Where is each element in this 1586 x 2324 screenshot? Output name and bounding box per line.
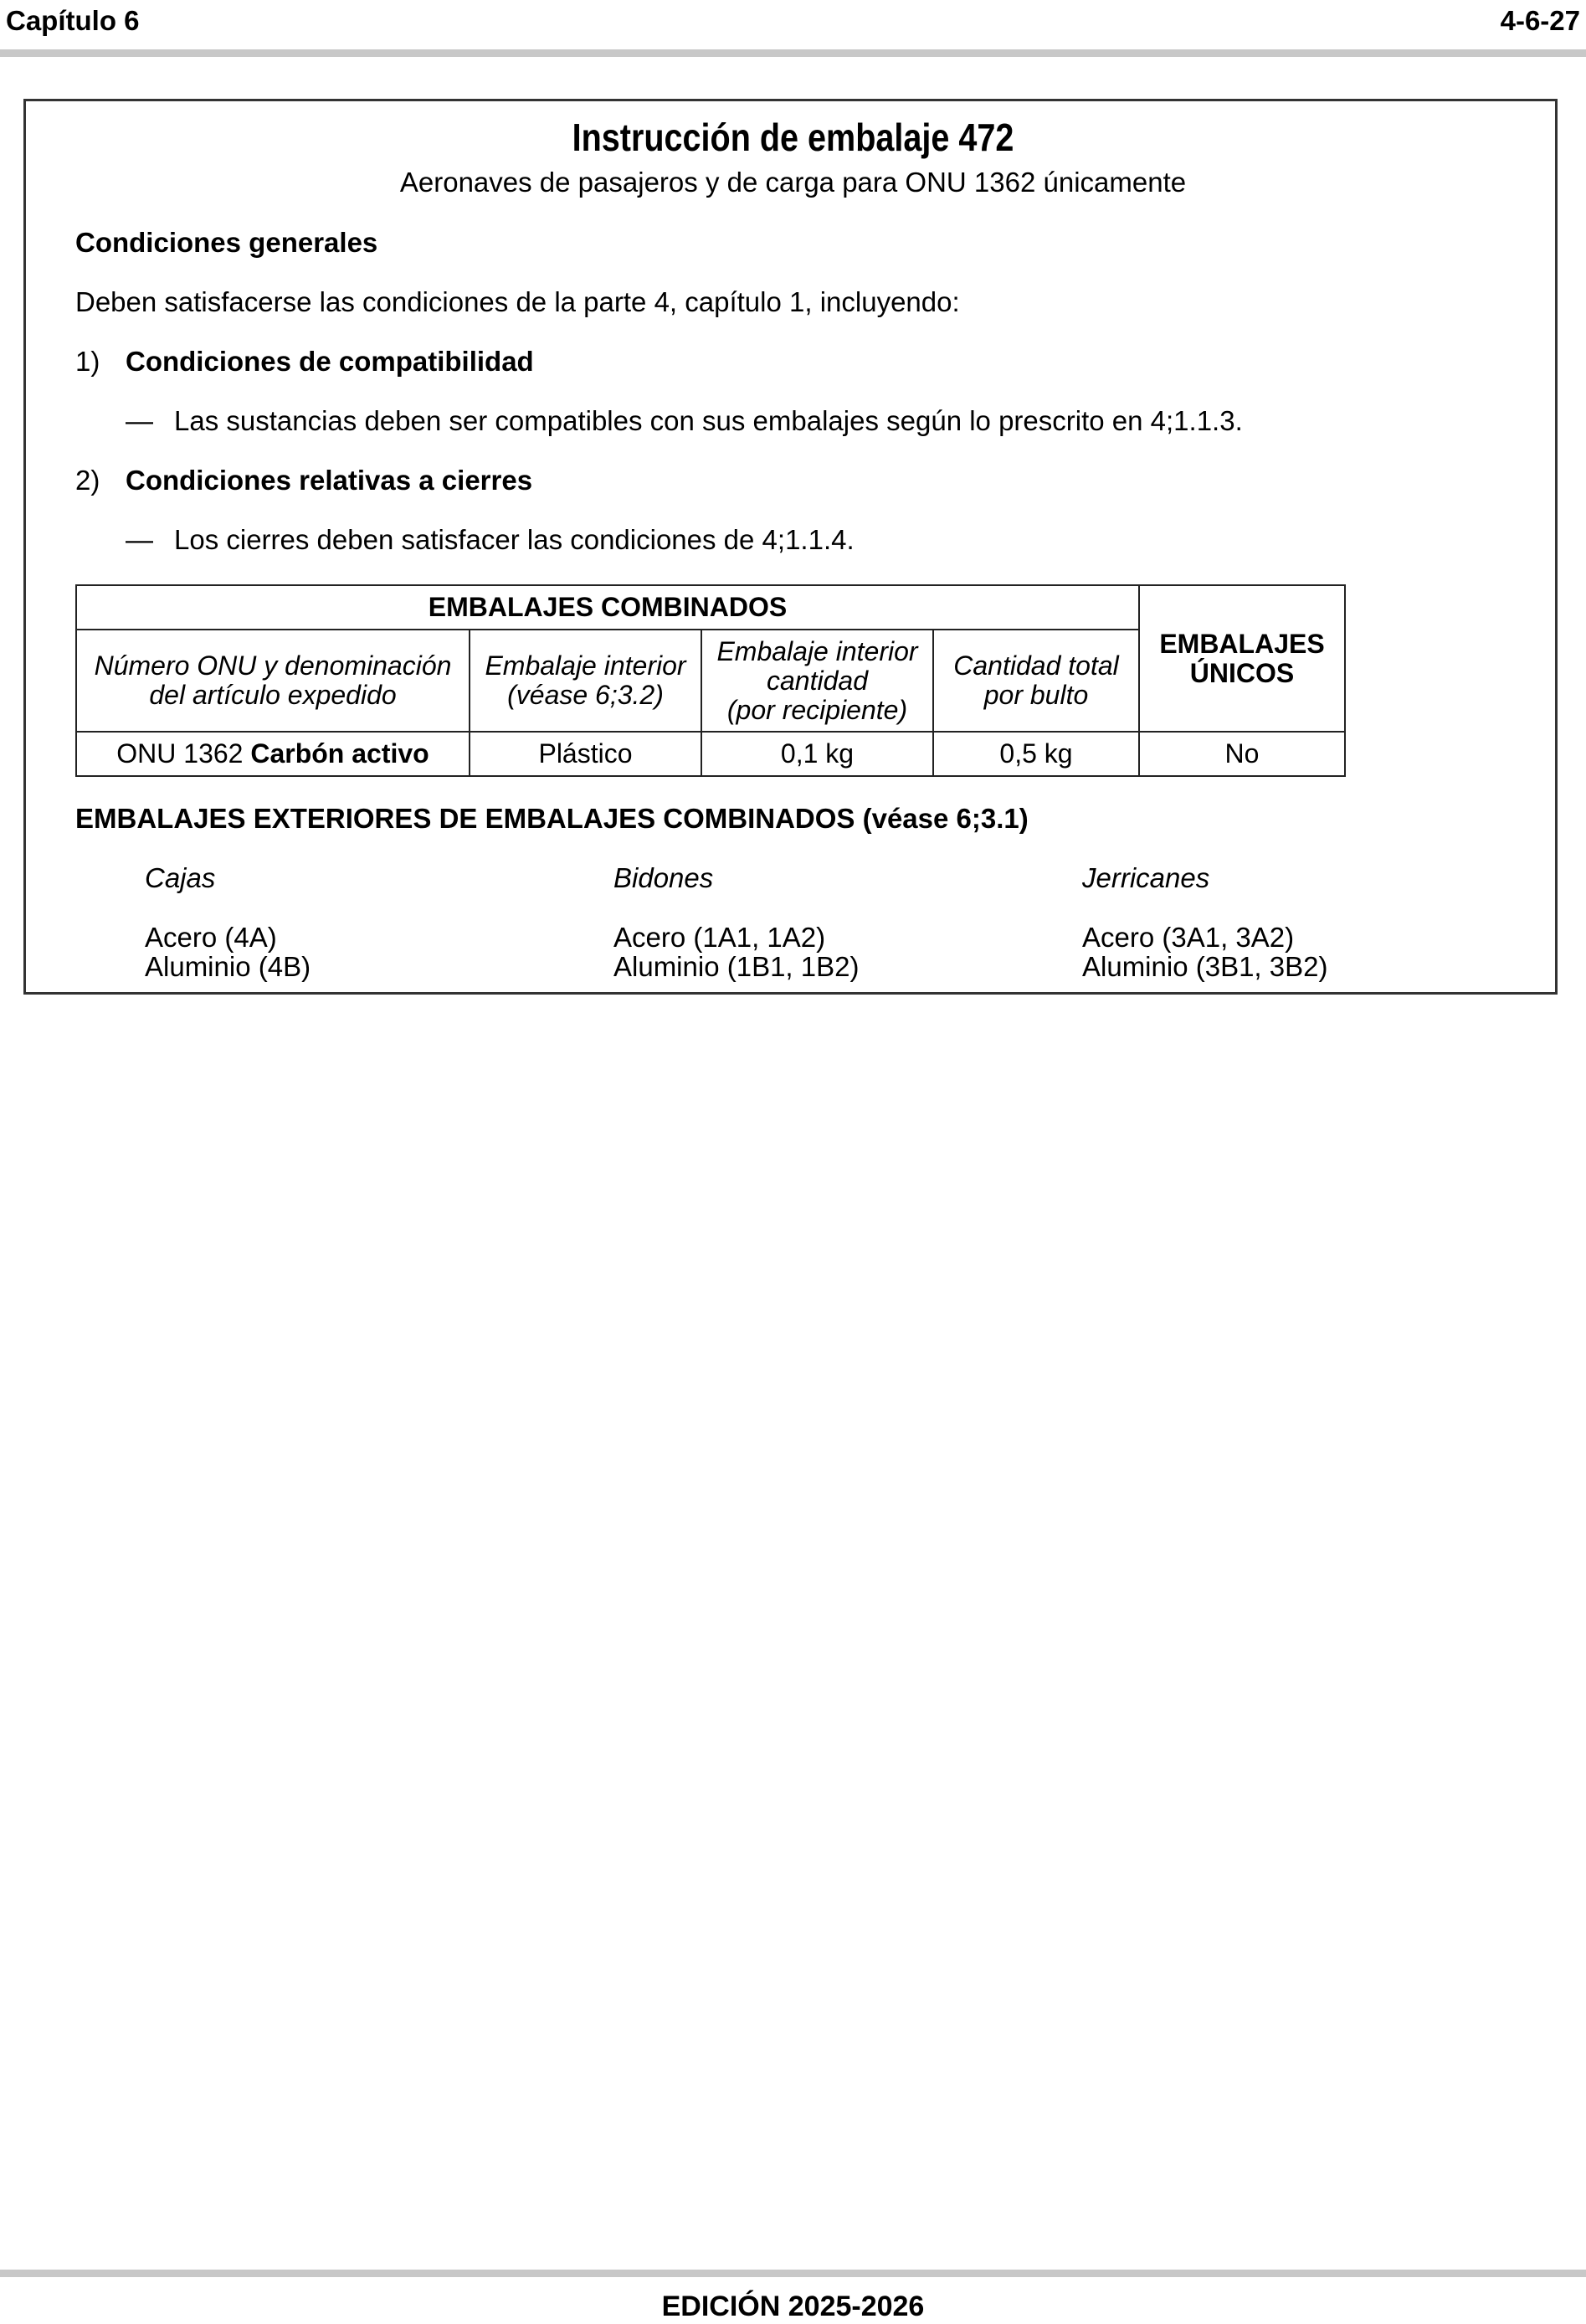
general-conditions-heading: Condiciones generales: [75, 227, 378, 258]
condition-1-text: Las sustancias deben ser compatibles con sus embalajes según lo prescrito en 4;1.1.3.: [174, 405, 1243, 436]
outer-item: Aluminio (4B): [145, 951, 311, 982]
condition-2-number: 2): [75, 465, 100, 496]
cell-un-number: [76, 732, 470, 776]
packaging-table: [75, 584, 1346, 777]
un-prefix: ONU 1362: [116, 738, 244, 769]
col-qty-line2: cantidad: [767, 665, 868, 696]
single-header-line2: ÚNICOS: [1189, 657, 1295, 688]
header-rule: [0, 49, 1586, 57]
col-un-line1: Número ONU y denominación: [94, 650, 452, 681]
outer-item: Acero (4A): [145, 922, 277, 953]
table-row: [76, 732, 1345, 776]
col-total-line1: Cantidad total: [953, 650, 1119, 681]
un-name: Carbón activo: [250, 738, 429, 769]
col-inner-line2: (véase 6;3.2): [507, 680, 664, 710]
instruction-subtitle: Aeronaves de pasajeros y de carga para ONU 1362 únicamente: [399, 167, 1187, 198]
col-un-line2: del artículo expedido: [149, 680, 397, 710]
condition-2-title: Condiciones relativas a cierres: [126, 465, 533, 496]
outer-packagings-heading: EMBALAJES EXTERIORES DE EMBALAJES COMBINADOS (véase 6;3.1): [75, 803, 1029, 834]
edition-footer: EDICIÓN 2025-2026: [661, 2291, 925, 2322]
instruction-title: Instrucción de embalaje 472: [572, 116, 1014, 159]
single-header-line1: EMBALAJES: [1159, 628, 1325, 659]
cell-total-quantity: 0,5 kg: [933, 732, 1139, 776]
chapter-label: Capítulo 6: [6, 5, 140, 36]
col-total-line2: por bulto: [983, 680, 1089, 710]
col-qty-line3: (por recipiente): [726, 694, 908, 725]
condition-1-dash: —: [126, 405, 153, 436]
outer-item: Acero (3A1, 3A2): [1082, 922, 1295, 953]
outer-group-title-cajas: Cajas: [145, 862, 216, 893]
column-header-inner-packaging: [470, 630, 701, 732]
cell-inner-packaging: Plástico: [470, 732, 701, 776]
condition-1-number: 1): [75, 346, 100, 377]
packing-instruction-box: [23, 99, 1558, 995]
combined-packagings-header: EMBALAJES COMBINADOS: [76, 585, 1139, 630]
condition-2-dash: —: [126, 524, 153, 555]
page-number: 4-6-27: [1500, 5, 1580, 36]
single-packagings-header: [1139, 585, 1345, 732]
column-header-total-quantity: [933, 630, 1139, 732]
col-qty-line1: Embalaje interior: [716, 635, 918, 666]
cell-inner-quantity: 0,1 kg: [701, 732, 933, 776]
condition-2-text: Los cierres deben satisfacer las condiciones de 4;1.1.4.: [174, 524, 855, 555]
column-header-inner-quantity: [701, 630, 933, 732]
outer-item: Aluminio (1B1, 1B2): [613, 951, 860, 982]
general-conditions-intro: Deben satisfacerse las condiciones de la parte 4, capítulo 1, incluyendo:: [75, 286, 960, 317]
outer-item: Aluminio (3B1, 3B2): [1082, 951, 1328, 982]
cell-single-packagings: No: [1139, 732, 1345, 776]
outer-group-title-bidones: Bidones: [613, 862, 714, 893]
outer-item: Acero (1A1, 1A2): [613, 922, 826, 953]
footer-rule: [0, 2270, 1586, 2277]
column-header-un-number: [76, 630, 470, 732]
condition-1-title: Condiciones de compatibilidad: [126, 346, 534, 377]
col-inner-line1: Embalaje interior: [485, 650, 686, 681]
outer-group-title-jerricanes: Jerricanes: [1082, 862, 1210, 893]
